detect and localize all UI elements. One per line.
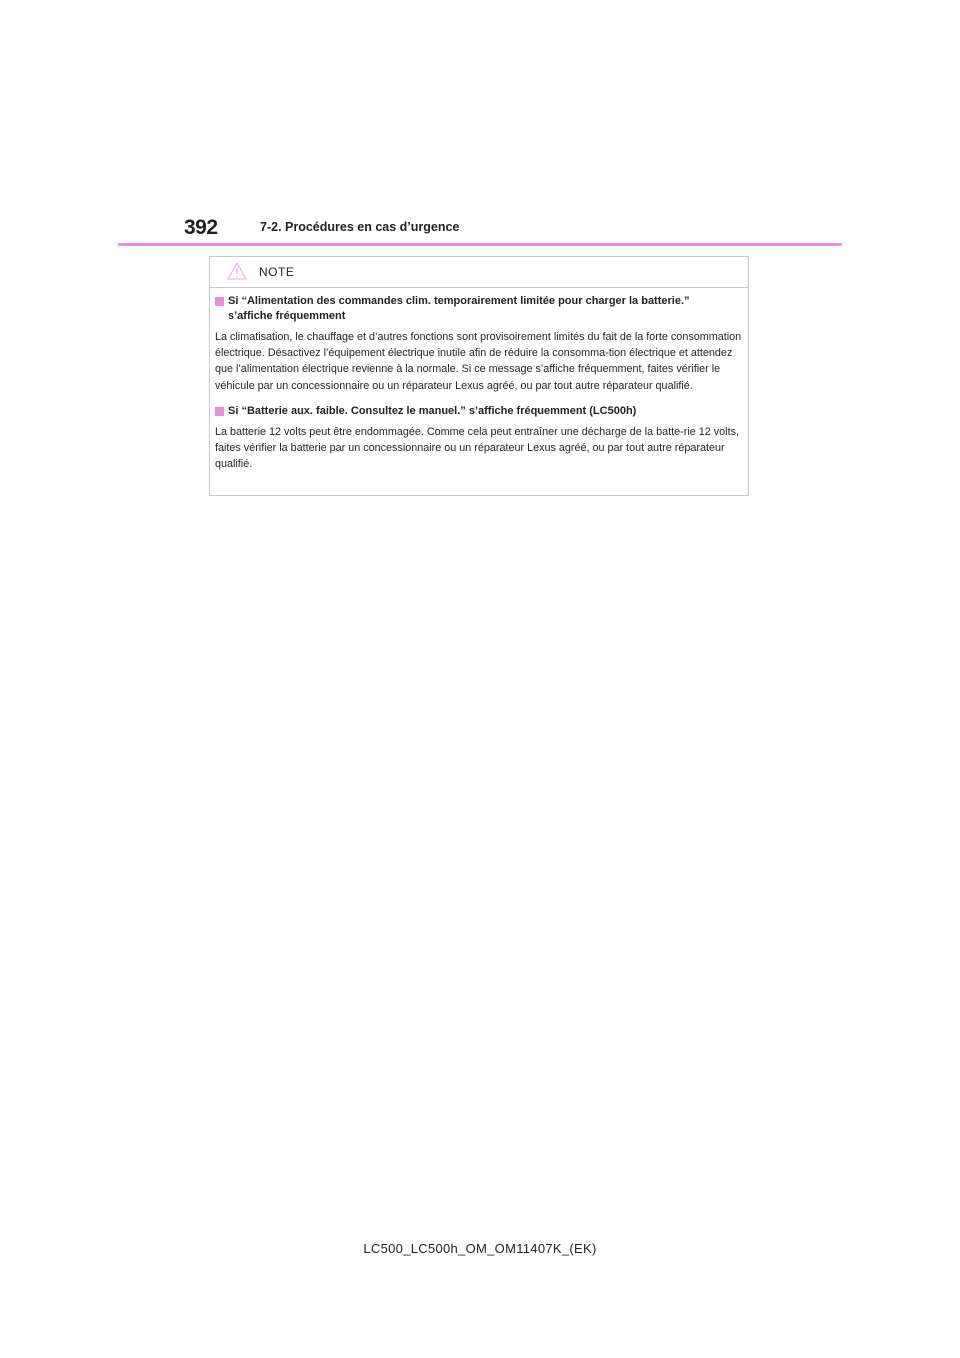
page-header: [184, 214, 844, 244]
note-label: NOTE: [259, 265, 295, 279]
note-item-text: La climatisation, le chauffage et d’autres fonctions sont provisoirement limités du fait de la forte consommation électrique. Désactivez l’équipement électrique inutile afin de réduire la consomma-tion électrique et attendez que l’alimentation électrique revienne à la normale. Si ce message s’affiche fréquemment, faites vérifier le véhicule par un concessionnaire ou un réparateur Lexus agréé, ou par tout autre réparateur qualifié.: [215, 331, 742, 392]
note-header: [210, 257, 748, 288]
note-item-aircon-limited: [215, 294, 744, 394]
note-item-heading: [215, 404, 744, 419]
square-bullet-icon: [215, 407, 224, 416]
note-item-heading-line2: s’affiche fréquemment: [228, 310, 346, 322]
note-box: [209, 256, 749, 496]
document-code: LC500_LC500h_OM_OM11407K_(EK): [363, 1241, 597, 1256]
warning-triangle-icon: [227, 262, 247, 280]
note-item-heading-line1: Si “Batterie aux. faible. Consultez le manuel.” s’affiche fréquemment (LC500h): [228, 404, 637, 417]
note-item-heading-line1: Si “Alimentation des commandes clim. temporairement limitée pour charger la batterie.”: [228, 295, 690, 307]
square-bullet-icon: [215, 297, 224, 306]
note-item-text: La batterie 12 volts peut être endommagée. Comme cela peut entraîner une décharge de la batte-rie 12 volts, faites vérifier la batterie par un concessionnaire ou un réparateur Lexus agréé, ou par tout autre réparateur qualifié.: [215, 425, 739, 471]
page-number: 392: [184, 216, 218, 239]
note-item-aux-battery-low: [215, 404, 744, 473]
header-rule: [118, 243, 842, 246]
note-body: [210, 288, 748, 472]
note-item-heading: [215, 294, 744, 324]
section-title: 7-2. Procédures en cas d’urgence: [260, 220, 460, 234]
